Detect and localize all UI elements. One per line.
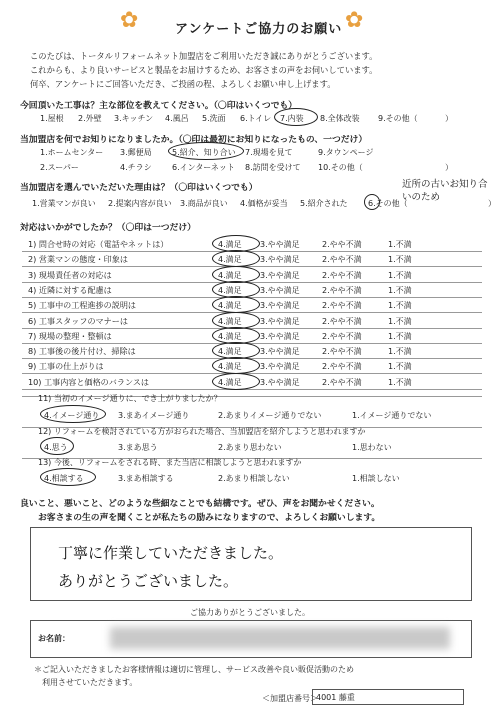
q4-item-rating-option[interactable]: 2.やや不満 xyxy=(322,285,362,295)
q13-option-3[interactable]: 3.まあ相談する xyxy=(118,474,174,483)
answer-circle xyxy=(40,468,96,486)
q4-item-rating-option[interactable]: 3.やや満足 xyxy=(260,377,300,387)
answer-circle xyxy=(40,437,74,455)
member-number-value: 4001 藤重 xyxy=(316,693,355,702)
q4-item-rating-option[interactable]: 3.やや満足 xyxy=(260,347,300,357)
answer-circle xyxy=(364,194,380,210)
q4-item-rating-option[interactable]: 3.やや満足 xyxy=(260,285,300,295)
q13-option-1[interactable]: 1.相談しない xyxy=(352,474,400,483)
q4-item-label: 5) 工事中の工程進捗の説明は xyxy=(28,300,137,311)
q4-item-rating-option[interactable]: 4.満足 xyxy=(218,331,242,341)
q1-option-6[interactable]: 6.トイレ xyxy=(240,114,272,123)
q1-option-3[interactable]: 3.キッチン xyxy=(114,114,154,123)
q3-handwritten-answer: 近所の古いお知り合いのため xyxy=(402,179,488,203)
intro-line-1: このたびは、トータルリフォームネット加盟店をご利用いただき誠にありがとうございます。 xyxy=(30,51,378,61)
q4-item-rating-option[interactable]: 1.不満 xyxy=(388,301,412,311)
q4-item-rating-option[interactable]: 3.やや満足 xyxy=(260,270,300,280)
q2-option-7[interactable]: 7.現場を見て xyxy=(245,148,293,157)
q4-item-rating-option[interactable]: 2.やや不満 xyxy=(322,301,362,311)
q2-option-6[interactable]: 6.インターネット xyxy=(172,163,235,172)
q4-item-rating-option[interactable]: 4.満足 xyxy=(218,316,242,326)
q1-text: 今回頂いた工事は？主な部位を教えてください。（〇印はいくつでも） xyxy=(20,101,298,111)
q2-option-10[interactable]: 10.その他（ xyxy=(318,163,363,172)
q4-item-rating-option[interactable]: 2.やや不満 xyxy=(322,331,362,341)
q4-item-rating-option[interactable]: 4.満足 xyxy=(218,255,242,265)
q11-option-4[interactable]: 4.イメージ通り xyxy=(44,411,100,420)
q11-option-1[interactable]: 1.イメージ通りでない xyxy=(352,411,432,420)
q12-option-2[interactable]: 2.あまり思わない xyxy=(218,443,282,452)
q3-option-5[interactable]: 5.紹介された xyxy=(300,199,348,208)
answer-circle xyxy=(274,108,318,126)
q4-item-label: 10) 工事内容と価格のバランスは xyxy=(28,376,150,387)
q4-item-rating-option[interactable]: 2.やや不満 xyxy=(322,316,362,326)
q4-item-label: 3) 現場責任者の対応は xyxy=(28,269,112,280)
q2-option-5[interactable]: 5.紹介、知り合い xyxy=(172,148,236,157)
q4-item-rating-option[interactable]: 4.満足 xyxy=(218,270,242,280)
q3-option-1[interactable]: 1.営業マンが良い xyxy=(32,199,96,208)
q1-option-9[interactable]: 9.その他（ xyxy=(378,114,418,123)
member-number-label: ＜加盟店番号＞ xyxy=(262,694,318,703)
q12-text: 12) リフォームを検討されている方がおられた場合、当加盟店を紹介しようと思われますか xyxy=(38,427,366,436)
q4-item-label: 2) 営業マンの態度・印象は xyxy=(28,254,128,265)
q3-option-2[interactable]: 2.提案内容が良い xyxy=(108,199,172,208)
q1-option-close: ） xyxy=(445,114,453,123)
q4-item-rating-option[interactable]: 2.やや不満 xyxy=(322,240,362,249)
q4-item-rating-option[interactable]: 2.やや不満 xyxy=(322,347,362,357)
page-title: アンケートご協力のお願い xyxy=(175,22,343,37)
q4-item-rating-option[interactable]: 4.満足 xyxy=(218,377,242,387)
q4-item-rating-option[interactable]: 3.やや満足 xyxy=(260,301,300,311)
q2-text: 当加盟店を何でお知りになりましたか。（〇印は最初にお知りになったもの、一つだけ） xyxy=(20,135,368,145)
q4-item-rating-option[interactable]: 2.やや不満 xyxy=(322,362,362,372)
q4-item-rating-option[interactable]: 1.不満 xyxy=(388,240,412,249)
q4-item-rating-option[interactable]: 1.不満 xyxy=(388,285,412,295)
q4-item-rating-option[interactable]: 3.やや満足 xyxy=(260,240,300,249)
q1-option-2[interactable]: 2.外壁 xyxy=(78,114,102,123)
q4-item-rating-option[interactable]: 1.不満 xyxy=(388,362,412,372)
q1-option-7[interactable]: 7.内装 xyxy=(280,114,304,123)
q4-item-rating-option[interactable]: 1.不満 xyxy=(388,347,412,357)
q4-item-rating-option[interactable]: 2.やや不満 xyxy=(322,255,362,265)
q1-option-5[interactable]: 5.洗面 xyxy=(202,114,226,123)
q4-item-label: 9) 工事の仕上がりは xyxy=(28,361,104,372)
q3-option-6[interactable]: 6.その他（ xyxy=(368,199,408,208)
q4-item-rating-option[interactable]: 4.満足 xyxy=(218,362,242,372)
q2-option-close: ） xyxy=(445,163,453,172)
q3-option-close: ） xyxy=(488,199,496,208)
q3-option-3[interactable]: 3.商品が良い xyxy=(180,199,228,208)
q4-item-rating-option[interactable]: 1.不満 xyxy=(388,270,412,280)
name-label: お名前： xyxy=(38,634,70,643)
answer-circle xyxy=(212,373,260,390)
q4-item-rating-option[interactable]: 4.満足 xyxy=(218,347,242,357)
comment-text-2: お客さまの生の声を聞くことが私たちの励みになりますので、よろしくお願いします。 xyxy=(38,513,381,523)
q2-option-9[interactable]: 9.タウンページ xyxy=(318,148,374,157)
comment-handwritten-1: 丁寧に作業していただきました。 xyxy=(58,544,284,562)
q2-option-8[interactable]: 8.訪問を受けて xyxy=(245,163,301,172)
q13-option-4[interactable]: 4.相談する xyxy=(44,474,84,483)
q12-option-4[interactable]: 4.思う xyxy=(44,443,68,452)
q4-item-rating-option[interactable]: 1.不満 xyxy=(388,255,412,265)
q13-text: 13) 今後、リフォームをされる時、また当店に相談しようと思われますか xyxy=(38,458,302,467)
q4-item-rating-option[interactable]: 2.やや不満 xyxy=(322,377,362,387)
note-line-1: ＊ご記入いただきましたお客様情報は適切に管理し、サービス改善や良い販促活動のため xyxy=(34,665,354,674)
q4-item-rating-option[interactable]: 3.やや満足 xyxy=(260,362,300,372)
q4-item-rating-option[interactable]: 1.不満 xyxy=(388,331,412,341)
q3-text: 当加盟店を選んでいただいた理由は？（〇印はいくつでも） xyxy=(20,183,258,193)
q4-item-rating-option[interactable]: 3.やや満足 xyxy=(260,255,300,265)
q2-option-3[interactable]: 3.郵便局 xyxy=(120,148,152,157)
note-line-2: 利用させていただきます。 xyxy=(42,678,138,687)
q4-item-rating-option[interactable]: 2.やや不満 xyxy=(322,270,362,280)
answer-circle xyxy=(40,405,106,423)
comment-text-1: 良いこと、悪いこと、どのような些細なことでも結構です。ぜひ、声をお聞かせください。 xyxy=(20,499,380,509)
q2-option-1[interactable]: 1.ホームセンター xyxy=(40,148,104,157)
intro-line-3: 何卒、アンケートにご回答いただき、ご投函の程、よろしくお願い申し上げます。 xyxy=(30,79,336,89)
q12-option-3[interactable]: 3.まあ思う xyxy=(118,443,158,452)
q4-item-rating-option[interactable]: 4.満足 xyxy=(218,240,242,249)
q11-option-2[interactable]: 2.あまりイメージ通りでない xyxy=(218,411,322,420)
q4-item-label: 1) 問合せ時の対応（電話やネットは） xyxy=(28,239,169,249)
answer-circle xyxy=(168,142,244,160)
q4-text: 対応はいかがでしたか？（〇印は一つだけ） xyxy=(20,223,196,233)
q2-option-2[interactable]: 2.スーパー xyxy=(40,163,79,172)
thanks-text: ご協力ありがとうございました。 xyxy=(190,608,310,617)
q4-item-rating-option[interactable]: 4.満足 xyxy=(218,301,242,311)
q4-item-label: 4) 近隣に対する配慮は xyxy=(28,284,112,295)
q3-option-4[interactable]: 4.価格が妥当 xyxy=(240,199,288,208)
answer-circle xyxy=(212,312,260,329)
flower-icon-right: ✿ xyxy=(345,8,364,33)
q1-option-4[interactable]: 4.風呂 xyxy=(165,114,189,123)
q4-item-rating-option[interactable]: 1.不満 xyxy=(388,377,412,387)
q1-option-1[interactable]: 1.屋根 xyxy=(40,114,64,123)
q2-option-4[interactable]: 4.チラシ xyxy=(120,163,152,172)
q4-item-rating-option[interactable]: 3.やや満足 xyxy=(260,331,300,341)
answer-circle xyxy=(212,250,260,267)
q4-item-rating-option[interactable]: 4.満足 xyxy=(218,285,242,295)
flower-icon-left: ✿ xyxy=(120,8,139,33)
name-redaction xyxy=(110,627,450,649)
q1-option-8[interactable]: 8.全体改装 xyxy=(320,114,360,123)
q4-item-rating-option[interactable]: 1.不満 xyxy=(388,316,412,326)
q12-option-1[interactable]: 1.思わない xyxy=(352,443,392,452)
comment-handwritten-2: ありがとうございました。 xyxy=(58,572,239,590)
q13-option-2[interactable]: 2.あまり相談しない xyxy=(218,474,290,483)
intro-line-2: これからも、より良いサービスと製品をお届けするため、お客さまの声をお伺いしています。 xyxy=(30,65,378,75)
q11-text: 11) 当初のイメージ通りに、でき上がりましたか？ xyxy=(38,394,222,403)
answer-circle xyxy=(212,296,260,313)
q4-item-label: 6) 工事スタッフのマナーは xyxy=(28,315,128,326)
q4-item-label: 8) 工事後の後片付け、掃除は xyxy=(28,346,136,357)
q4-item-rating-option[interactable]: 3.やや満足 xyxy=(260,316,300,326)
q4-item-label: 7) 現場の整理・整頓は xyxy=(28,330,112,341)
q11-option-3[interactable]: 3.まあイメージ通り xyxy=(118,411,190,420)
answer-circle xyxy=(212,357,260,374)
